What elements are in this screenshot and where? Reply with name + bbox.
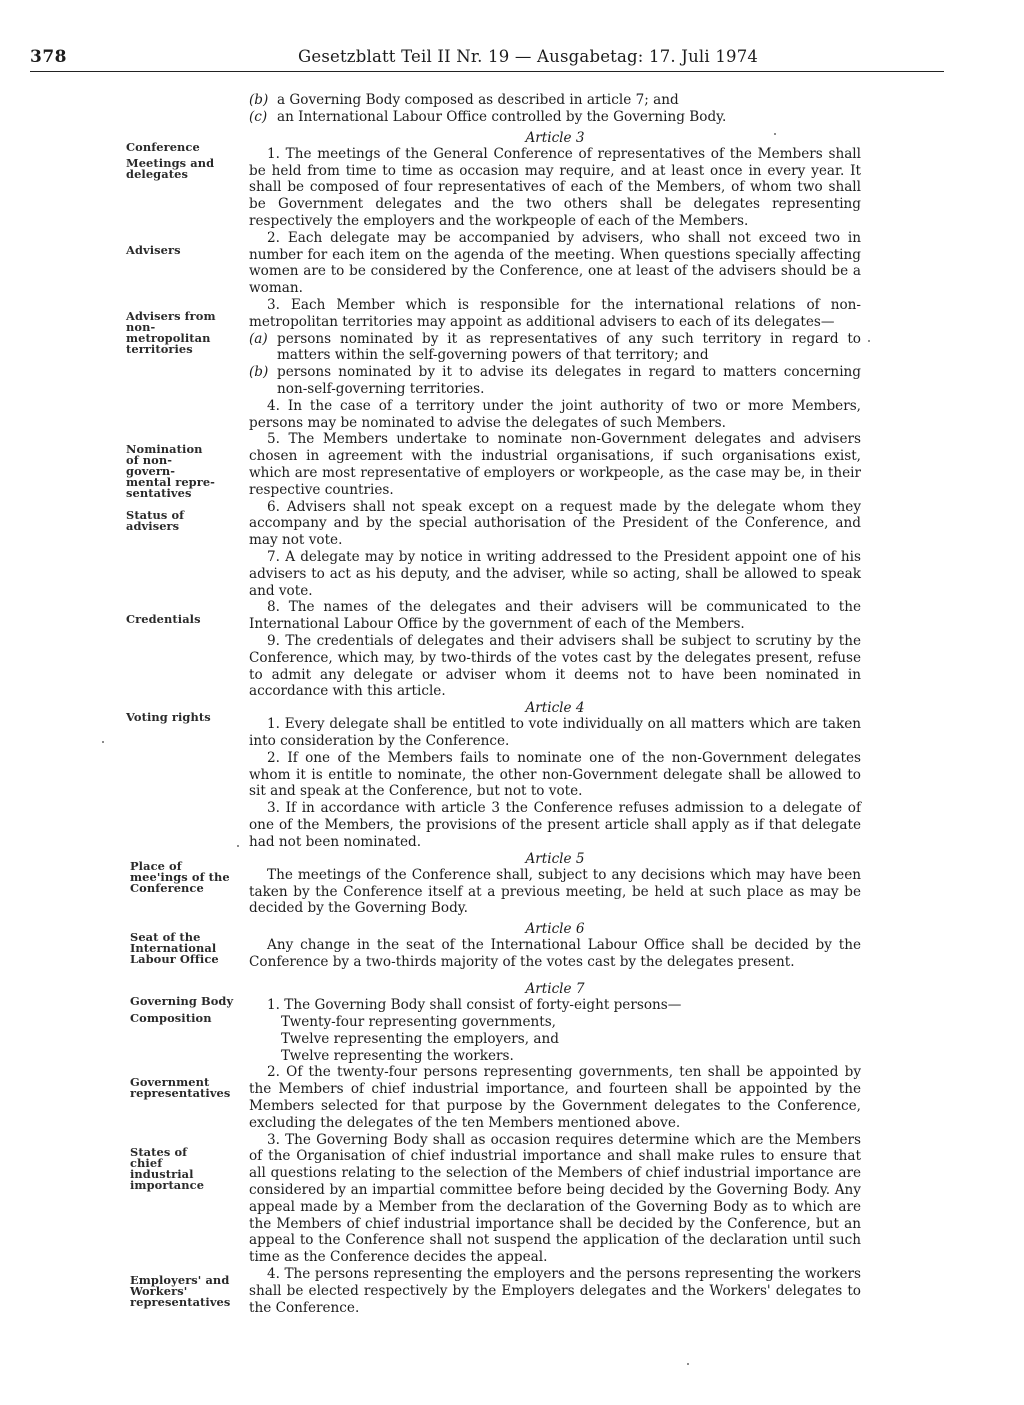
article-4-heading: Article 4 <box>525 700 585 717</box>
margin-note-advisers-territories: Advisers from non-metropolitan territories <box>126 309 216 356</box>
margin-note-nomination: Nomination of non-govern-mental repre-sentatives <box>126 442 216 500</box>
margin-note-states-chief: States of chief industrial importance <box>130 1145 205 1192</box>
running-head: Gesetzblatt Teil II Nr. 19 — Ausgabetag: 17. Juli 1974 <box>298 47 759 66</box>
article-3-para-6: 6. Advisers shall not speak except on a request made by the delegate whom they accompany and by the special authorisation of the President of the Conference, and may not vote. <box>249 498 861 549</box>
margin-note-employers-workers: Employers' and Workers' representatives <box>130 1273 231 1309</box>
article-7-list-2: Twelve representing the employers, and <box>281 1030 559 1047</box>
scan-speck <box>687 1363 689 1365</box>
margin-note-composition: Composition <box>130 1011 212 1025</box>
article-6-heading: Article 6 <box>525 921 585 938</box>
scan-speck <box>868 340 870 342</box>
list-item-c <box>249 109 861 126</box>
margin-note-voting: Voting rights <box>126 710 211 724</box>
margin-note-government-representatives: Government representatives <box>130 1075 231 1100</box>
list-label: (b) <box>249 364 269 381</box>
article-5-heading: Article 5 <box>525 850 585 867</box>
article-7-para-4: 4. The persons representing the employers and the persons representing the workers shall be elected respectively by the Employers delegates and the Workers' delegates to the Conference. <box>249 1266 861 1316</box>
article-4-para-1: 1. Every delegate shall be entitled to vote individually on all matters which are taken into consideration by the Conference. <box>249 716 861 750</box>
article-7-para-2: 2. Of the twenty-four persons representing governments, ten shall be appointed by the Members of chief industrial importance, and fourteen shall be appointed by the Members selected for that purpose by the Government delegates to the Conference, excluding the delegates of the ten Members mentioned above. <box>249 1064 861 1131</box>
list-label: (b) <box>249 92 269 108</box>
margin-note-advisers: Advisers <box>126 243 181 257</box>
article-3-para-9: 9. The credentials of delegates and their advisers shall be subject to scrutiny by the Conference, which may, by two-thirds of the votes cast by the delegates present, refuse to admit any delegate or adviser whom it deems not to have been nominated in accordance with this article. <box>249 632 861 700</box>
article-3-item-a <box>249 331 861 365</box>
margin-note-credentials: Credentials <box>126 612 201 626</box>
body-text <box>249 92 861 1316</box>
article-6-para-1: Any change in the seat of the International Labour Office shall be decided by the Conference by a two-thirds majority of the votes cast by the delegates present. <box>249 937 861 971</box>
article-3-heading: Article 3 <box>525 129 585 146</box>
article-7-heading: Article 7 <box>525 981 585 998</box>
article-7-list-1: Twenty-four representing governments, <box>281 1014 557 1031</box>
margin-note-status: Status of advisers <box>126 508 185 533</box>
article-3-para-8: 8. The names of the delegates and their advisers will be communicated to the International Labour Office by the government of each of the Members. <box>249 599 861 633</box>
scan-speck <box>102 741 104 743</box>
list-item-b <box>249 92 861 109</box>
article-3-para-1: 1. The meetings of the General Conference of representatives of the Members shall be held from time to time as occasion may require, and at least once in every year. It shall be composed of four representatives of each of the Members, of whom two shall be Government delegates and the two others shall be delegates representing respectively the employers and the workpeople of each of the Members. <box>249 145 861 229</box>
margin-note-seat: Seat of the International Labour Office <box>130 930 219 966</box>
page-number: 378 <box>30 47 67 67</box>
article-3-item-b <box>249 364 861 398</box>
list-text: an International Labour Office controlled by the Governing Body. <box>277 108 727 125</box>
article-3-para-7: 7. A delegate may by notice in writing addressed to the President appoint one of his advisers to act as his deputy, and the adviser, while so acting, shall be allowed to speak and vote. <box>249 548 861 599</box>
article-7-list-3: Twelve representing the workers. <box>281 1047 514 1064</box>
list-text: persons nominated by it to advise its delegates in regard to matters concerning non-self-governing territories. <box>277 364 861 397</box>
article-7-para-1: 1. The Governing Body shall consist of forty-eight persons— <box>267 997 682 1014</box>
article-7-para-3: 3. The Governing Body shall as occasion requires determine which are the Members of the Organisation of chief industrial importance and shall make rules to ensure that all questions relating to the selection of the Members of chief industrial importance are considered by an impartial committee before being decided by the Governing Body. Any appeal made by a Member from the declaration of the Governing Body as to which are the Members of chief industrial importance shall be decided by the Conference, but an appeal to the Conference shall not suspend the application of the declaration until such time as the Conference decides the appeal. <box>249 1131 861 1266</box>
article-4-para-2: 2. If one of the Members fails to nominate one of the non-Government delegates whom it is entitle to nominate, the other non-Government delegate shall be allowed to sit and speak at the Conference, but not to vote. <box>249 749 861 800</box>
header-rule <box>30 71 944 72</box>
list-text: a Governing Body composed as described in article 7; and <box>277 92 679 108</box>
margin-note-place: Place of mee'ings of the Conference <box>130 859 230 895</box>
margin-note-meetings: Meetings and delegates <box>126 156 215 181</box>
article-3-para-3: 3. Each Member which is responsible for the international relations of non-metropolitan territories may appoint as additional advisers to each of its delegates— <box>249 296 861 330</box>
list-text: persons nominated by it as representatives of any such territory in regard to matters within the self-governing powers of that territory; and <box>277 330 861 364</box>
scan-speck <box>237 845 239 847</box>
margin-note-conference: Conference <box>126 140 200 154</box>
article-5-para-1: The meetings of the Conference shall, subject to any decisions which may have been taken by the Conference itself at a previous meeting, be held at such place as may be decided by the Governing Body. <box>249 866 861 917</box>
article-4-para-3: 3. If in accordance with article 3 the Conference refuses admission to a delegate of one of the Members, the provisions of the present article shall apply as if that delegate had not been nominated. <box>249 800 861 850</box>
list-label: (a) <box>249 330 268 347</box>
article-3-para-5: 5. The Members undertake to nominate non-Government delegates and advisers chosen in agreement with the industrial organisations, if such organisations exist, which are most representative of employers or workpeople, as the case may be, in their respective countries. <box>249 431 861 498</box>
article-3-para-2: 2. Each delegate may be accompanied by advisers, who shall not exceed two in number for each item on the agenda of the meeting. When questions specially affecting women are to be considered by the Conference, one at least of the advisers should be a woman. <box>249 229 861 297</box>
article-3-para-4: 4. In the case of a territory under the joint authority of two or more Members, persons may be nominated to advise the delegates of such Members. <box>249 397 861 431</box>
margin-note-governing-body: Governing Body <box>130 994 234 1008</box>
list-label: (c) <box>249 108 268 125</box>
scan-speck <box>774 133 776 135</box>
